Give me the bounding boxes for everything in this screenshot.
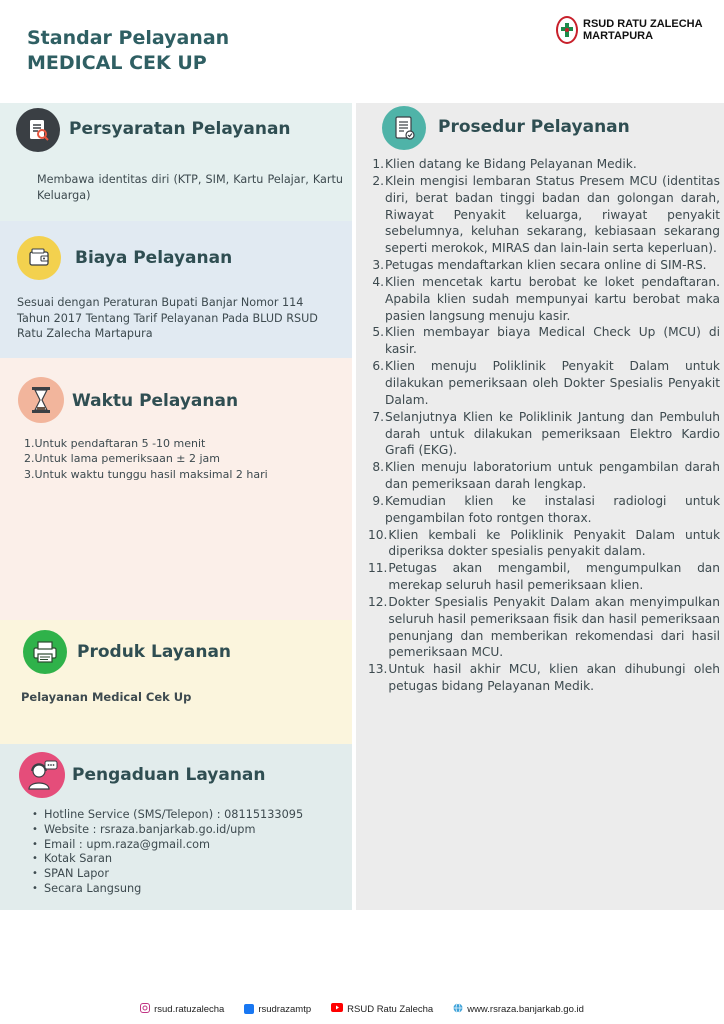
prosedur-step-number: 2. bbox=[372, 173, 384, 188]
prosedur-title: Prosedur Pelayanan bbox=[438, 117, 630, 137]
prosedur-step bbox=[368, 594, 720, 661]
hourglass-icon bbox=[18, 377, 64, 423]
prosedur-step-text: Petugas mendaftarkan klien secara online di SIM-RS. bbox=[385, 258, 707, 273]
prosedur-step-text: Klien membayar biaya Medical Check Up (MCU) di kasir. bbox=[385, 325, 720, 357]
prosedur-step-text: Klien menuju laboratorium untuk pengambilan darah dan pemeriksaan darah lengkap. bbox=[385, 460, 720, 492]
footer-instagram-label: rsud.ratuzalecha bbox=[154, 1003, 225, 1015]
list-item: • Kotak Saran bbox=[32, 852, 113, 866]
footer-website[interactable] bbox=[453, 1001, 584, 1017]
prosedur-step bbox=[368, 156, 720, 173]
prosedur-step-text: Klein mengisi lembaran Status Presem MCU (identitas diri, berat badan tinggi badan dan golongan darah, Riwayat Penyakit keluarga, riwayat penyakit sebelumnya, keluhan sekarang, kebiasaan sekarang seperti merokok, MIRAS dan lain-lain serta keperluan). bbox=[385, 173, 720, 256]
prosedur-step bbox=[368, 274, 720, 325]
waktu-title: Waktu Pelayanan bbox=[72, 391, 239, 411]
page-title-line2: MEDICAL CEK UP bbox=[27, 52, 207, 74]
facebook-icon bbox=[244, 1004, 254, 1014]
prosedur-step-number: 5. bbox=[372, 325, 384, 340]
prosedur-step-text: Klien menuju Poliklinik Penyakit Dalam untuk dilakukan pemeriksaan oleh Dokter Spesialis Penyakit Dalam. bbox=[385, 359, 720, 407]
list-item: • SPAN Lapor bbox=[32, 867, 109, 881]
list-item: • Secara Langsung bbox=[32, 881, 142, 895]
prosedur-step-number: 4. bbox=[372, 274, 384, 289]
list-item: 3. Untuk waktu tunggu hasil maksimal 2 hari bbox=[24, 467, 268, 481]
biaya-text: Sesuai dengan Peraturan Bupati Banjar Nomor 114 Tahun 2017 Tentang Tarif Pelayanan Pada BLUD RSUD Ratu Zalecha Martapura bbox=[17, 296, 318, 340]
youtube-icon bbox=[331, 1003, 343, 1015]
prosedur-step bbox=[368, 173, 720, 257]
prosedur-step-text: Kemudian klien ke instalasi radiologi untuk pengambilan foto rontgen thorax. bbox=[385, 493, 720, 525]
page-title bbox=[27, 26, 229, 76]
prosedur-step-number: 3. bbox=[372, 258, 384, 273]
produk-title: Produk Layanan bbox=[77, 642, 232, 662]
prosedur-step-number: 8. bbox=[372, 460, 384, 475]
list-item: 2. Untuk lama pemeriksaan ± 2 jam bbox=[24, 452, 221, 466]
pengaduan-title: Pengaduan Layanan bbox=[72, 765, 266, 785]
instagram-icon bbox=[140, 1003, 150, 1016]
persyaratan-text: Membawa identitas diri (KTP, SIM, Kartu Pelajar, Kartu Keluarga) bbox=[37, 173, 343, 202]
prosedur-step bbox=[368, 324, 720, 358]
footer-youtube-label: RSUD Ratu Zalecha bbox=[347, 1003, 434, 1015]
globe-icon bbox=[453, 1003, 463, 1016]
prosedur-step-number: 10. bbox=[368, 527, 388, 542]
prosedur-step-text: Untuk hasil akhir MCU, klien akan dihubungi oleh petugas bidang Pelayanan Medik. bbox=[388, 662, 720, 694]
logo-line2: MARTAPURA bbox=[583, 30, 654, 42]
persyaratan-title: Persyaratan Pelayanan bbox=[69, 119, 291, 139]
prosedur-step bbox=[368, 257, 720, 274]
prosedur-step-text: Petugas akan mengambil, mengumpulkan dan merekap seluruh hasil pemeriksaan klien. bbox=[388, 561, 720, 593]
footer-instagram[interactable] bbox=[140, 1001, 224, 1017]
list-item: • Website : rsraza.banjarkab.go.id/upm bbox=[32, 822, 256, 836]
prosedur-list bbox=[368, 156, 720, 695]
prosedur-step bbox=[368, 493, 720, 527]
prosedur-step-text: Dokter Spesialis Penyakit Dalam akan menyimpulkan seluruh hasil pemeriksaan fisik dan hasil pemeriksaan penunjang dan memberikan rekomendasi dari hasil pemeriksaan MCU. bbox=[388, 594, 720, 660]
pengaduan-list bbox=[32, 808, 303, 897]
checklist-document-icon bbox=[382, 106, 426, 150]
prosedur-step bbox=[368, 358, 720, 409]
footer bbox=[0, 1001, 724, 1017]
prosedur-step-number: 12. bbox=[368, 594, 388, 609]
hospital-emblem-icon bbox=[556, 16, 578, 44]
footer-website-label: www.rsraza.banjarkab.go.id bbox=[467, 1003, 584, 1015]
prosedur-step-text: Klien datang ke Bidang Pelayanan Medik. bbox=[385, 157, 637, 171]
biaya-title: Biaya Pelayanan bbox=[75, 248, 233, 268]
prosedur-step-number: 1. bbox=[372, 157, 384, 171]
prosedur-step-number: 6. bbox=[372, 359, 384, 374]
list-item: • Email : upm.raza@gmail.com bbox=[32, 837, 211, 851]
document-search-icon bbox=[16, 108, 60, 152]
prosedur-step-number: 13. bbox=[368, 662, 388, 677]
list-item: • Hotline Service (SMS/Telepon) : 08115133095 bbox=[32, 808, 304, 821]
footer-facebook-label: rsudrazamtp bbox=[258, 1003, 312, 1015]
wallet-icon bbox=[17, 236, 61, 280]
prosedur-step bbox=[368, 459, 720, 493]
page-title-line1: Standar Pelayanan bbox=[27, 27, 230, 49]
footer-youtube[interactable] bbox=[331, 1001, 433, 1017]
footer-facebook[interactable] bbox=[244, 1001, 311, 1017]
prosedur-step-number: 9. bbox=[372, 493, 384, 508]
hospital-logo bbox=[556, 16, 703, 44]
prosedur-step bbox=[368, 661, 720, 695]
prosedur-step-text: Klien kembali ke Poliklinik Penyakit Dalam untuk diperiksa dokter spesialis penyakit dalam. bbox=[388, 527, 720, 559]
customer-service-icon bbox=[19, 752, 65, 798]
list-item: 1. Untuk pendaftaran 5 -10 menit bbox=[24, 437, 206, 450]
prosedur-step-text: Klien mencetak kartu berobat ke loket pendaftaran. Apabila klien sudah mempunyai kartu berobat maka pasien langsung menuju kasir. bbox=[385, 274, 720, 323]
prosedur-step-number: 11. bbox=[368, 561, 388, 576]
prosedur-step bbox=[368, 560, 720, 594]
prosedur-step bbox=[368, 409, 720, 460]
prosedur-step-number: 7. bbox=[372, 409, 384, 424]
logo-line1: RSUD RATU ZALECHA bbox=[583, 18, 703, 30]
prosedur-step bbox=[368, 527, 720, 561]
printer-icon bbox=[23, 630, 67, 674]
waktu-list bbox=[24, 436, 344, 482]
prosedur-step-text: Selanjutnya Klien ke Poliklinik Jantung dan Pembuluh darah untuk dilakukan pemeriksaan Elektro Kardio Grafi (EKG). bbox=[385, 409, 720, 458]
produk-text: Pelayanan Medical Cek Up bbox=[21, 690, 192, 704]
